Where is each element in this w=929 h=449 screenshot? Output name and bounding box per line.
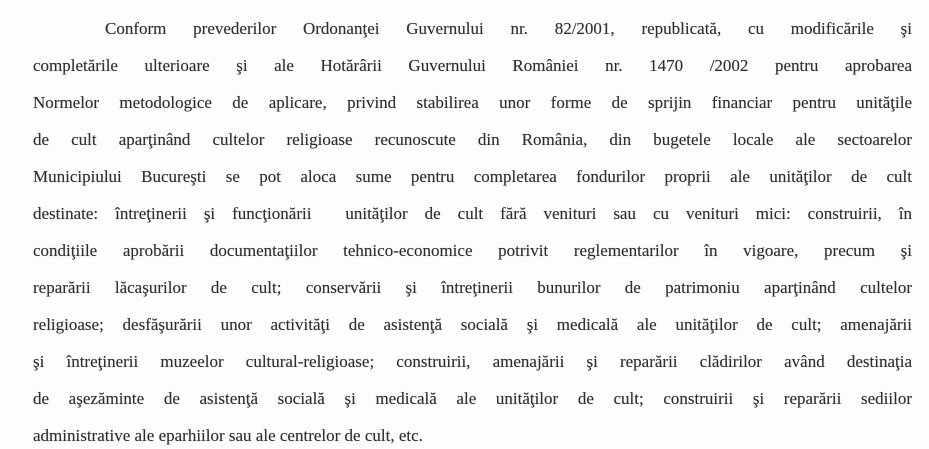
paragraph-line: religioase; desfăşurării unor activităţi de asistenţă socială şi medicală ale unităţilor de cult; amenajării	[33, 315, 912, 334]
paragraph-line: condiţiile aprobării documentaţiilor tehnico-economice potrivit reglementarilor în vigoare, precum şi	[33, 241, 912, 260]
paragraph-line: completările ulterioare şi ale Hotărârii Guvernului României nr. 1470 /2002 pentru aprobarea	[33, 56, 912, 75]
paragraph-line: destinate: întreţinerii şi funcţionării unităţilor de cult fără venituri sau cu venituri mici: construirii, în	[33, 204, 912, 223]
paragraph-line: Municipiului Bucureşti se pot aloca sume pentru completarea fondurilor proprii ale unităţilor de cult	[33, 167, 912, 186]
paragraph-line: Conform prevederilor Ordonanţei Guvernului nr. 82/2001, republicată, cu modificările şi	[105, 19, 912, 38]
paragraph-line: şi întreţinerii muzeelor cultural-religioase; construirii, amenajării şi reparării clădirilor având destinaţia	[33, 352, 912, 371]
paragraph-line: reparării lăcaşurilor de cult; conservării şi întreţinerii bunurilor de patrimoniu aparţinând cultelor	[33, 278, 912, 297]
paragraph-line: administrative ale eparhiilor sau ale centrelor de cult, etc.	[33, 426, 423, 445]
paragraph-line: de aşezăminte de asistenţă socială şi medicală ale unităţilor de cult; construirii şi reparării sediilor	[33, 389, 912, 408]
paragraph-line: de cult aparţinând cultelor religioase recunoscute din România, din bugetele locale ale sectoarelor	[33, 130, 912, 149]
paragraph-line: Normelor metodologice de aplicare, privind stabilirea unor forme de sprijin financiar pentru unităţile	[33, 93, 912, 112]
